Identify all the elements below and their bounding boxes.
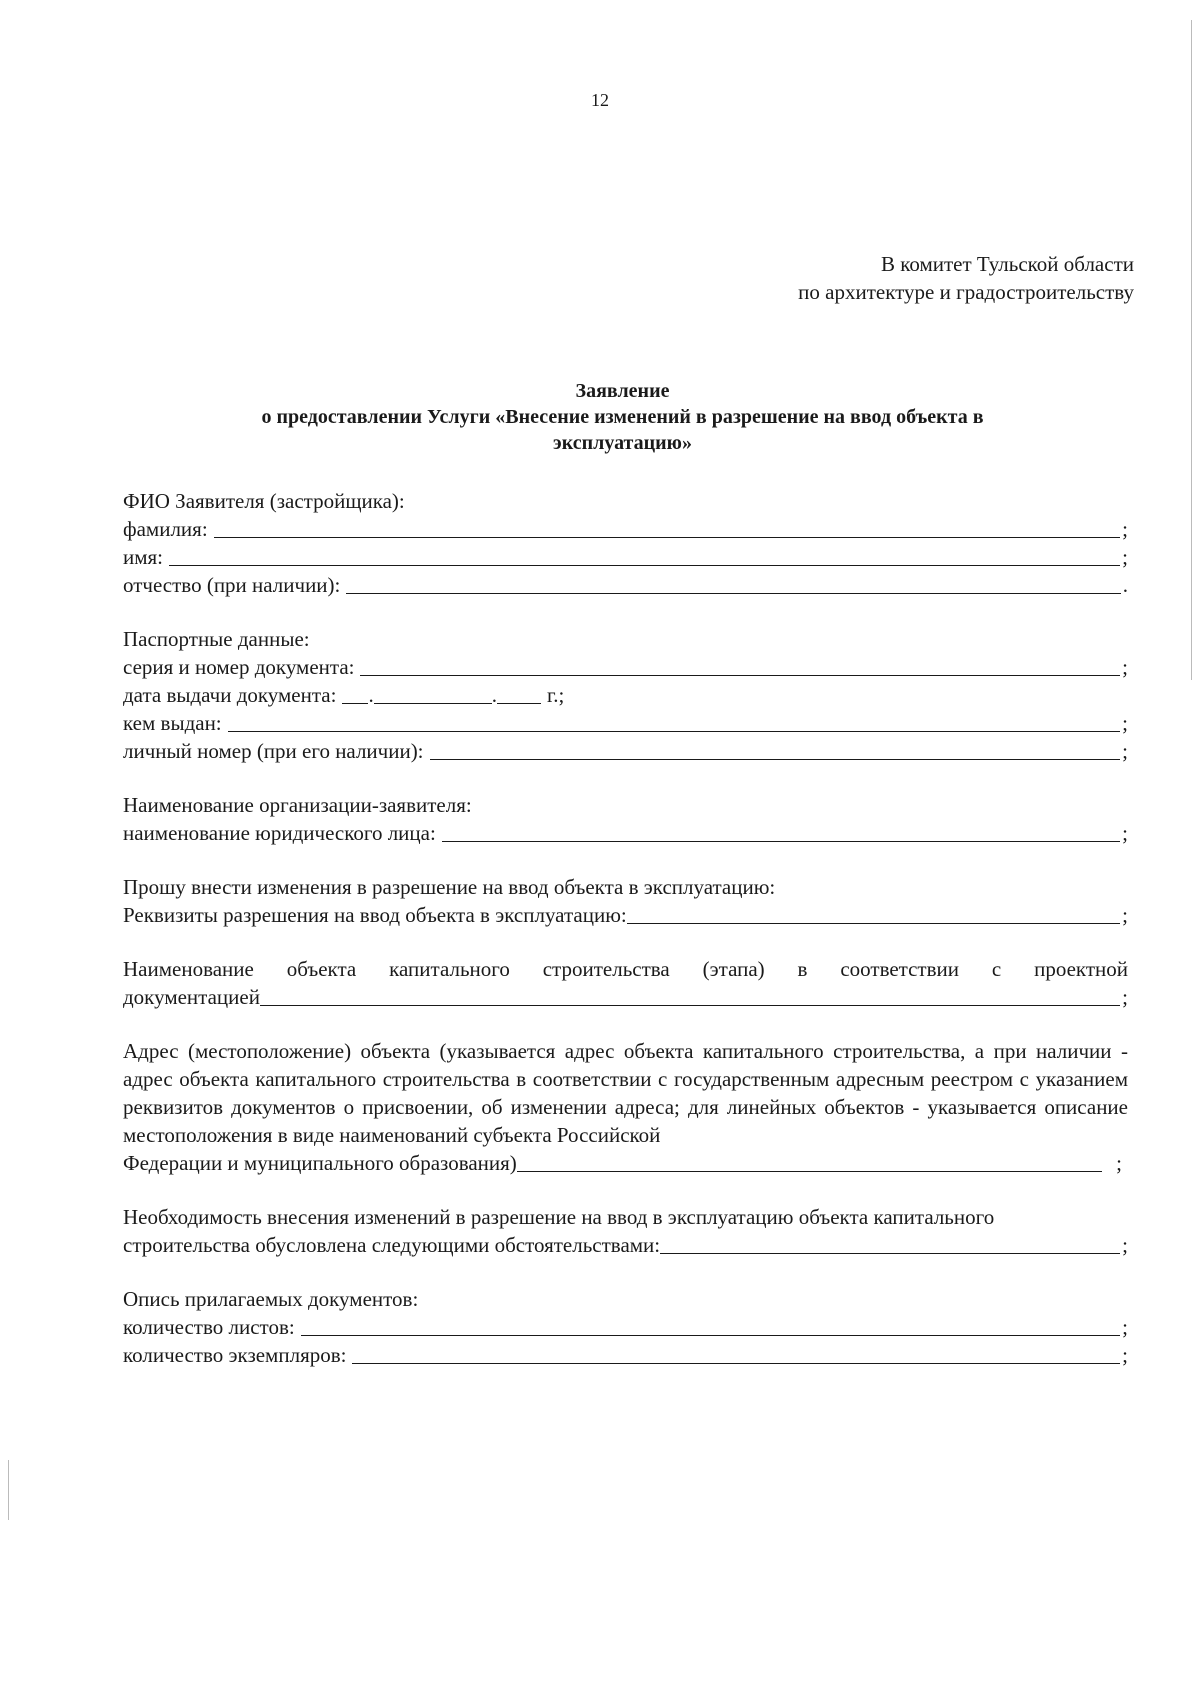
sheets-label: количество листов: [123,1315,295,1339]
address-section [123,1037,1128,1177]
request-section [123,873,1128,929]
applicant-heading: ФИО Заявителя (застройщика): [123,489,405,513]
issued-by-label: кем выдан: [123,711,222,735]
necessity-section [123,1203,1128,1259]
copies-blank[interactable] [352,1362,1120,1364]
organization-section [123,791,1128,847]
object-name-semicolon: ; [1122,985,1128,1009]
surname-label: фамилия: [123,517,208,541]
issue-year-blank[interactable] [497,702,541,704]
object-name-line-1 [123,955,1128,983]
necessity-field [123,1231,1128,1259]
address-semicolon: ; [1116,1151,1122,1175]
issued-by-field [123,709,1128,737]
personal-number-label: личный номер (при его наличии): [123,739,424,763]
copies-field [123,1341,1128,1369]
copies-semicolon: ; [1122,1343,1128,1367]
sheets-semicolon: ; [1122,1315,1128,1339]
surname-semicolon: ; [1122,517,1128,541]
title-line-1: Заявление [575,380,670,402]
personal-number-field [123,737,1128,765]
surname-blank[interactable] [214,536,1120,538]
patronymic-period: . [1122,573,1128,597]
address-text: Адрес (местоположение) объекта (указывается адрес объекта капитального строительства, а при наличии - адрес объекта капитального строительства в соответствии с государственным адресным реестром с указанием реквизитов документов о присвоении, об изменении адреса; для линейных объектов - указывается описание местоположения в виде наименований субъекта Российской [123,1039,1128,1147]
permit-details-label: Реквизиты разрешения на ввод объекта в эксплуатацию: [123,903,627,927]
necessity-blank[interactable] [660,1252,1120,1254]
personal-number-semicolon: ; [1122,739,1128,763]
address-field [123,1149,1128,1177]
name-semicolon: ; [1122,545,1128,569]
object-name-section [123,955,1128,1011]
form-body [123,487,1128,1395]
permit-details-semicolon: ; [1122,903,1128,927]
object-name-word: объекта [286,957,357,981]
name-blank[interactable] [169,564,1120,566]
object-name-word: Наименование [123,957,254,981]
issue-year-suffix: г.; [546,683,565,707]
legal-name-semicolon: ; [1122,821,1128,845]
sheets-blank[interactable] [301,1334,1120,1336]
title-line-3: эксплуатацию» [553,432,692,454]
object-name-word: проектной [1034,957,1128,981]
issue-day-blank[interactable] [342,702,368,704]
issue-date-dot-1: . [368,683,374,707]
name-field [123,543,1128,571]
necessity-text: Необходимость внесения изменений в разрешение на ввод в эксплуатацию объекта капитального [123,1205,995,1229]
object-name-word: (этапа) [702,957,765,981]
patronymic-label: отчество (при наличии): [123,573,341,597]
attachments-heading: Опись прилагаемых документов: [123,1287,419,1311]
addressee-line-1: В комитет Тульской области [880,252,1134,276]
passport-section [123,625,1128,765]
address-last-line: Федерации и муниципального образования) [123,1151,517,1175]
permit-details-blank[interactable] [627,922,1120,924]
attachments-section [123,1285,1128,1369]
personal-number-blank[interactable] [430,758,1121,760]
organization-heading: Наименование организации-заявителя: [123,793,472,817]
issue-month-blank[interactable] [374,702,492,704]
document-title [120,378,1125,456]
object-name-word: капитального [389,957,510,981]
surname-field [123,515,1128,543]
issued-by-semicolon: ; [1122,711,1128,735]
object-name-word: в [797,957,808,981]
scan-edge-mark [8,1460,9,1520]
legal-name-blank[interactable] [442,840,1120,842]
passport-series-blank[interactable] [360,674,1120,676]
issue-date-label: дата выдачи документа: [123,683,337,707]
object-name-field [123,983,1128,1011]
object-name-label: документацией [123,985,260,1009]
object-name-word: с [991,957,1002,981]
object-name-word: соответствии [840,957,960,981]
necessity-semicolon: ; [1122,1233,1128,1257]
scan-edge-line [1191,20,1192,680]
object-name-blank[interactable] [260,1004,1120,1006]
passport-heading: Паспортные данные: [123,627,310,651]
title-line-2: о предоставлении Услуги «Внесение изменений в разрешение на ввод объекта в [261,406,984,428]
passport-series-field [123,653,1128,681]
issue-date-field [123,681,1128,709]
permit-details-field [123,901,1128,929]
address-blank[interactable] [517,1170,1102,1172]
legal-name-field [123,819,1128,847]
addressee-line-2: по архитектуре и градостроительству [798,280,1134,304]
issue-date-dot-2: . [491,683,497,707]
patronymic-field [123,571,1128,599]
patronymic-blank[interactable] [346,592,1120,594]
name-label: имя: [123,545,164,569]
issued-by-blank[interactable] [228,730,1121,732]
request-text: Прошу внести изменения в разрешение на ввод объекта в эксплуатацию: [123,875,776,899]
passport-series-label: серия и номер документа: [123,655,355,679]
legal-name-label: наименование юридического лица: [123,821,436,845]
copies-label: количество экземпляров: [123,1343,347,1367]
addressee-block [798,250,1134,306]
necessity-last-line: строительства обусловлена следующими обстоятельствами: [123,1233,661,1257]
page-number: 12 [591,90,609,110]
passport-series-semicolon: ; [1122,655,1128,679]
sheets-field [123,1313,1128,1341]
applicant-section [123,487,1128,599]
object-name-word: строительства [542,957,670,981]
